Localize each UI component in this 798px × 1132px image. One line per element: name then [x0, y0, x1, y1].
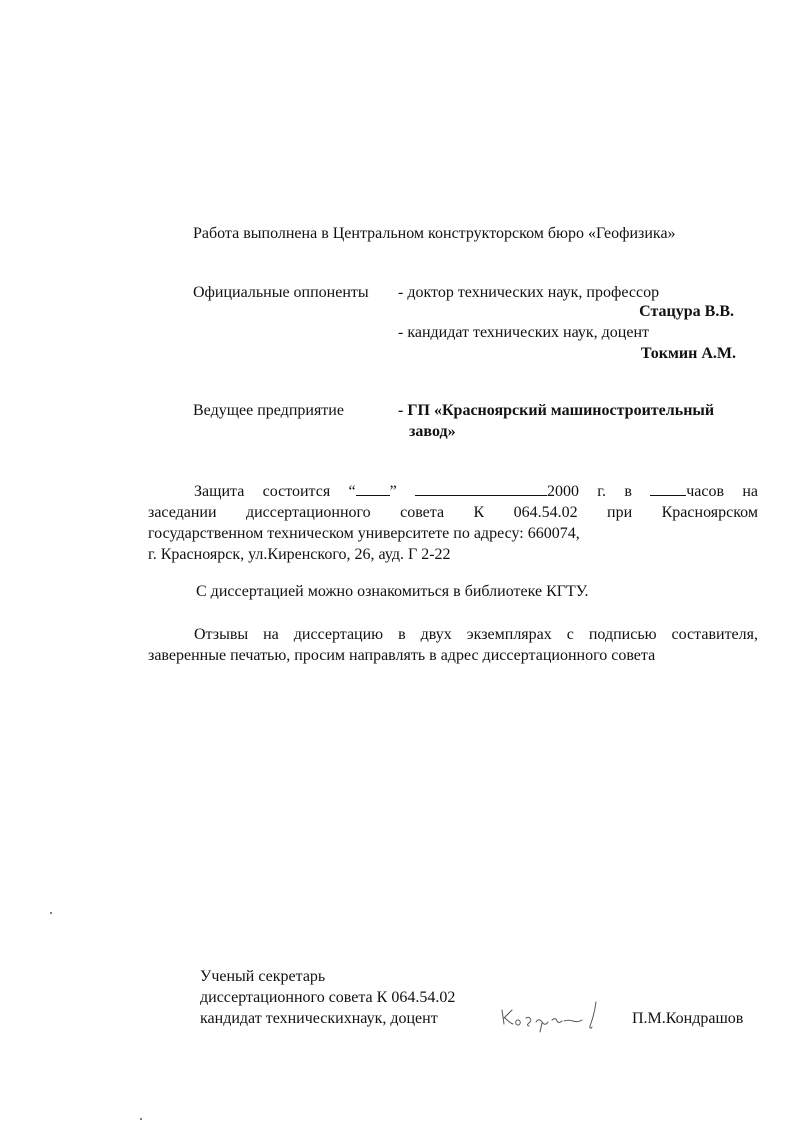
defense-line-1: Защита состоится “ ” 2000 г. в часов на — [194, 483, 758, 500]
opponents-label: Официальные оппоненты — [193, 284, 369, 301]
opponent-2-name: Токмин А.М. — [640, 345, 736, 362]
scan-speck — [50, 912, 52, 914]
reviews-paragraph — [148, 624, 758, 666]
hour-blank — [650, 481, 686, 496]
secretary-council: диссертационного совета К 064.54.02 — [200, 989, 456, 1006]
day-blank — [356, 481, 390, 496]
reviews-line-2: заверенные печатью, просим направлять в адрес диссертационного совета — [148, 647, 656, 664]
month-blank — [415, 481, 547, 496]
secretary-degree: кандидат техническихнаук, доцент — [200, 1010, 438, 1027]
defense-line-3: государственном техническом университете по адресу: 660074, — [148, 525, 580, 542]
leading-organization-label: Ведущее предприятие — [193, 402, 344, 419]
defense-line-4: г. Красноярск, ул.Киренского, 26, ауд. Г 2-22 — [148, 546, 451, 563]
handwritten-signature — [498, 996, 608, 1038]
scan-speck — [140, 1118, 142, 1120]
opponent-1-title: - доктор технических наук, профессор — [398, 284, 660, 301]
defense-paragraph — [148, 481, 758, 565]
leading-organization-line-2: завод» — [409, 423, 456, 440]
reviews-line-1: Отзывы на диссертацию в двух экземплярах с подписью составителя, — [194, 626, 758, 643]
secretary-title: Ученый секретарь — [200, 968, 326, 985]
performing-organization: Работа выполнена в Центральном конструкторском бюро «Геофизика» — [193, 225, 676, 242]
defense-line-2: заседании диссертационного совета К 064.54.02 при Красноярском — [148, 504, 758, 521]
leading-organization-line-1: - ГП «Красноярский машиностроительный — [398, 402, 715, 419]
opponent-2-title: - кандидат технических наук, доцент — [398, 324, 650, 341]
opponent-1-name: Стацура В.В. — [639, 303, 734, 320]
library-note: С диссертацией можно ознакомиться в библиотеке КГТУ. — [196, 583, 589, 600]
secretary-name: П.М.Кондрашов — [632, 1010, 744, 1027]
